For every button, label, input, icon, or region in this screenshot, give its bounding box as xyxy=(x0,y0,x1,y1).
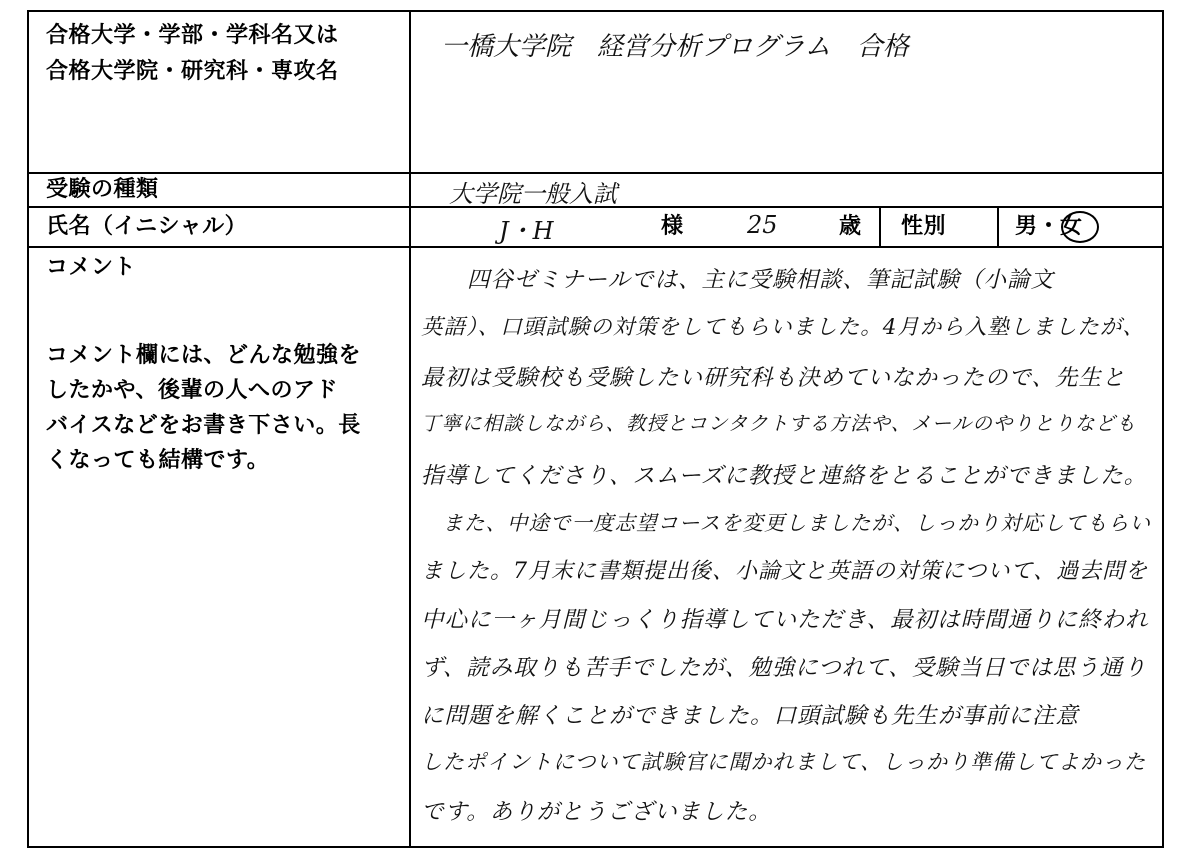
comment-line-10: に問題を解くことができました。口頭試験も先生が事前に注意 xyxy=(421,703,1080,729)
comment-body xyxy=(411,248,1162,846)
university-label-line2: 合格大学院・研究科・専攻名 xyxy=(46,59,339,84)
gender-label: 性別 xyxy=(901,214,947,239)
gender-options: 男・女 xyxy=(1015,214,1083,239)
initials-value: J・H xyxy=(499,217,554,245)
comment-line-1: 四谷ゼミナールでは、主に受験相談、筆記試験（小論文 xyxy=(467,267,1055,293)
comment-line-11: したポイントについて試験官に聞かれまして、しっかり準備してよかった xyxy=(421,750,1147,774)
age-gender-divider xyxy=(879,206,881,246)
comment-line-4: 丁寧に相談しながら、教授とコンタクトする方法や、メールのやりとりなども xyxy=(421,412,1137,435)
university-value: 一橋大学院 経営分析プログラム 合格 xyxy=(441,32,909,62)
comment-line-3: 最初は受験校も受験したい研究科も決めていなかったので、先生と xyxy=(421,365,1126,391)
university-label-line1: 合格大学・学部・学科名又は xyxy=(46,23,339,48)
name-label: 氏名（イニシャル） xyxy=(46,214,248,239)
comment-line-6: また、中途で一度志望コースを変更しましたが、しっかり対応してもらい xyxy=(421,511,1151,535)
comment-line-5: 指導してくださり、スムーズに教授と連絡をとることができました。 xyxy=(421,463,1148,489)
gender-options-divider xyxy=(997,206,999,246)
comment-instruction-2: したかや、後輩の人へのアド xyxy=(46,378,339,403)
gender-selected-circle xyxy=(1061,211,1099,243)
comment-instruction-3: バイスなどをお書き下さい。長 xyxy=(46,413,361,438)
comment-instruction-4: くなっても結構です。 xyxy=(46,448,270,473)
comment-line-7: ました。7月末に書類提出後、小論文と英語の対策について、過去問を xyxy=(421,559,1149,584)
comment-label: コメント xyxy=(46,255,137,280)
exam-type-value: 大学院一般入試 xyxy=(449,180,617,208)
application-form xyxy=(27,10,1164,848)
comment-line-8: 中心に一ヶ月間じっくり指導していただき、最初は時間通りに終われ xyxy=(421,607,1149,633)
age-value: 25 xyxy=(747,211,778,239)
comment-line-9: ず、読み取りも苦手でしたが、勉強につれて、受験当日では思う通り xyxy=(421,655,1147,681)
sama-label: 様 xyxy=(661,214,684,239)
sai-label: 歳 xyxy=(839,214,862,239)
comment-line-12: です。ありがとうございました。 xyxy=(421,799,772,825)
comment-instruction-1: コメント欄には、どんな勉強を xyxy=(46,343,362,368)
exam-type-label: 受験の種類 xyxy=(46,177,159,202)
comment-line-2: 英語）、口頭試験の対策をしてもらいました。4月から入塾しましたが、 xyxy=(421,315,1145,340)
